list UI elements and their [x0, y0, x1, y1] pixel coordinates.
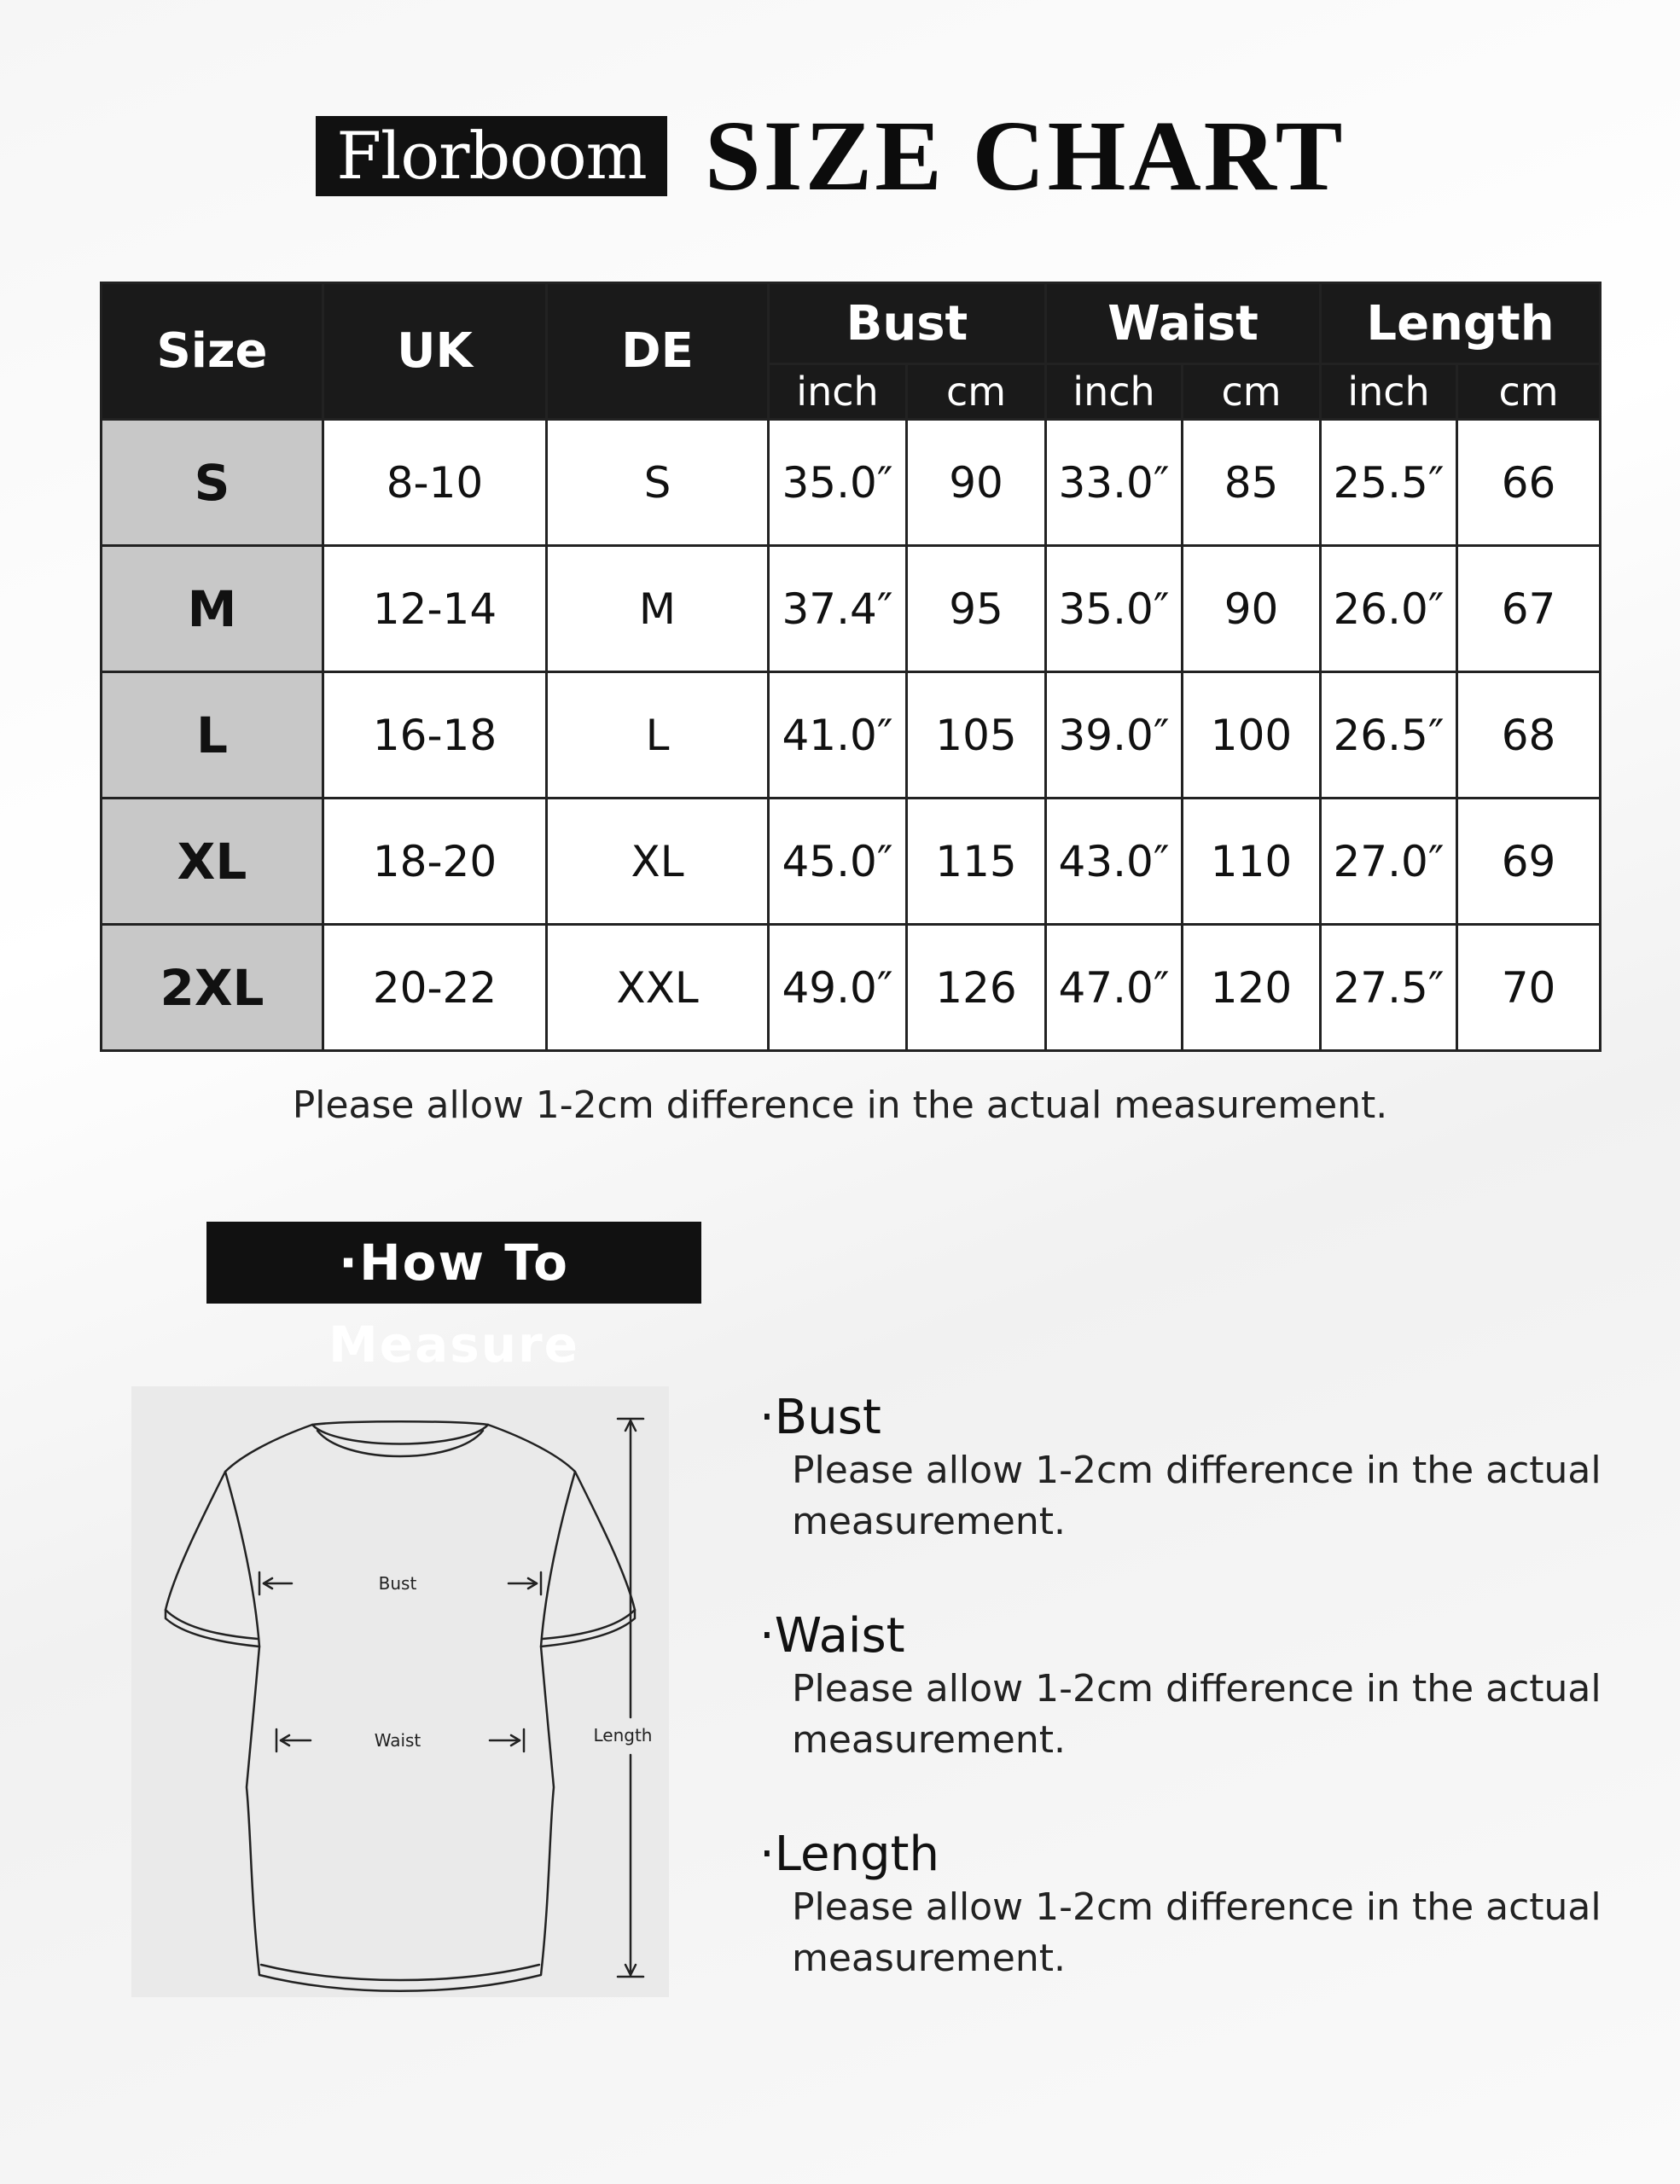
- tshirt-outline-icon: [131, 1386, 669, 1997]
- waist-inch: 47.0″: [1046, 925, 1183, 1051]
- length-cm: 70: [1457, 925, 1601, 1051]
- uk-size: 8-10: [323, 420, 547, 546]
- uk-size: 18-20: [323, 799, 547, 925]
- bust-inch: 35.0″: [769, 420, 907, 546]
- header-length: Length: [1321, 283, 1601, 364]
- length-inch: 25.5″: [1321, 420, 1457, 546]
- table-row: [102, 799, 1601, 925]
- size-label: XL: [102, 799, 323, 925]
- bust-cm: 126: [907, 925, 1046, 1051]
- de-size: XXL: [547, 925, 769, 1051]
- bust-cm: 115: [907, 799, 1046, 925]
- title-row: [0, 101, 1680, 212]
- waist-inch: 43.0″: [1046, 799, 1183, 925]
- size-label: S: [102, 420, 323, 546]
- diagram-label-bust: Bust: [378, 1573, 417, 1594]
- size-label: 2XL: [102, 925, 323, 1051]
- waist-instruction-title: ·Waist: [759, 1608, 905, 1664]
- waist-inch: 33.0″: [1046, 420, 1183, 546]
- size-label: M: [102, 546, 323, 672]
- bust-instruction-line1: Please allow 1-2cm difference in the actual: [792, 1449, 1602, 1492]
- bust-inch: 41.0″: [769, 672, 907, 799]
- unit-length-cm: cm: [1457, 364, 1601, 420]
- list-item: [759, 1391, 1613, 1548]
- header-de: DE: [547, 283, 769, 420]
- length-instruction-line1: Please allow 1-2cm difference in the actual: [792, 1885, 1602, 1929]
- length-inch: 27.5″: [1321, 925, 1457, 1051]
- waist-instruction-line1: Please allow 1-2cm difference in the actual: [792, 1667, 1602, 1711]
- diagram-label-waist: Waist: [374, 1730, 421, 1751]
- bust-instruction-line2: measurement.: [792, 1500, 1066, 1543]
- length-cm: 67: [1457, 546, 1601, 672]
- header-bust: Bust: [769, 283, 1046, 364]
- waist-inch: 35.0″: [1046, 546, 1183, 672]
- unit-waist-cm: cm: [1183, 364, 1321, 420]
- table-row: [102, 420, 1601, 546]
- waist-cm: 85: [1183, 420, 1321, 546]
- length-inch: 27.0″: [1321, 799, 1457, 925]
- unit-waist-inch: inch: [1046, 364, 1183, 420]
- diagram-label-length: Length: [593, 1725, 653, 1745]
- bust-cm: 95: [907, 546, 1046, 672]
- length-inch: 26.0″: [1321, 546, 1457, 672]
- bust-inch: 49.0″: [769, 925, 907, 1051]
- length-cm: 69: [1457, 799, 1601, 925]
- unit-bust-inch: inch: [769, 364, 907, 420]
- size-table: [100, 282, 1602, 1052]
- measurement-note: Please allow 1-2cm difference in the actual measurement.: [292, 1083, 1388, 1127]
- waist-cm: 90: [1183, 546, 1321, 672]
- waist-cm: 110: [1183, 799, 1321, 925]
- de-size: L: [547, 672, 769, 799]
- uk-size: 20-22: [323, 925, 547, 1051]
- unit-length-inch: inch: [1321, 364, 1457, 420]
- waist-cm: 120: [1183, 925, 1321, 1051]
- brand-logo: Florboom: [316, 116, 667, 196]
- waist-cm: 100: [1183, 672, 1321, 799]
- length-cm: 66: [1457, 420, 1601, 546]
- bust-instruction-title: ·Bust: [759, 1390, 881, 1445]
- length-instruction-title: ·Length: [759, 1827, 939, 1882]
- list-item: [759, 1609, 1613, 1766]
- de-size: S: [547, 420, 769, 546]
- bust-inch: 37.4″: [769, 546, 907, 672]
- page-title: SIZE CHART: [705, 100, 1346, 212]
- waist-inch: 39.0″: [1046, 672, 1183, 799]
- list-item: [759, 1827, 1613, 1984]
- header-size: Size: [102, 283, 323, 420]
- length-inch: 26.5″: [1321, 672, 1457, 799]
- bust-cm: 105: [907, 672, 1046, 799]
- length-instruction-line2: measurement.: [792, 1937, 1066, 1980]
- tshirt-diagram: [131, 1386, 669, 1997]
- uk-size: 12-14: [323, 546, 547, 672]
- length-cm: 68: [1457, 672, 1601, 799]
- bust-inch: 45.0″: [769, 799, 907, 925]
- how-to-measure-heading: ·How To Measure: [206, 1222, 701, 1304]
- unit-bust-cm: cm: [907, 364, 1046, 420]
- size-label: L: [102, 672, 323, 799]
- table-row: [102, 546, 1601, 672]
- measurement-instructions: [759, 1391, 1613, 2046]
- header-waist: Waist: [1046, 283, 1321, 364]
- table-row: [102, 925, 1601, 1051]
- waist-instruction-line2: measurement.: [792, 1718, 1066, 1762]
- de-size: XL: [547, 799, 769, 925]
- uk-size: 16-18: [323, 672, 547, 799]
- table-row: [102, 672, 1601, 799]
- bust-cm: 90: [907, 420, 1046, 546]
- de-size: M: [547, 546, 769, 672]
- header-uk: UK: [323, 283, 547, 420]
